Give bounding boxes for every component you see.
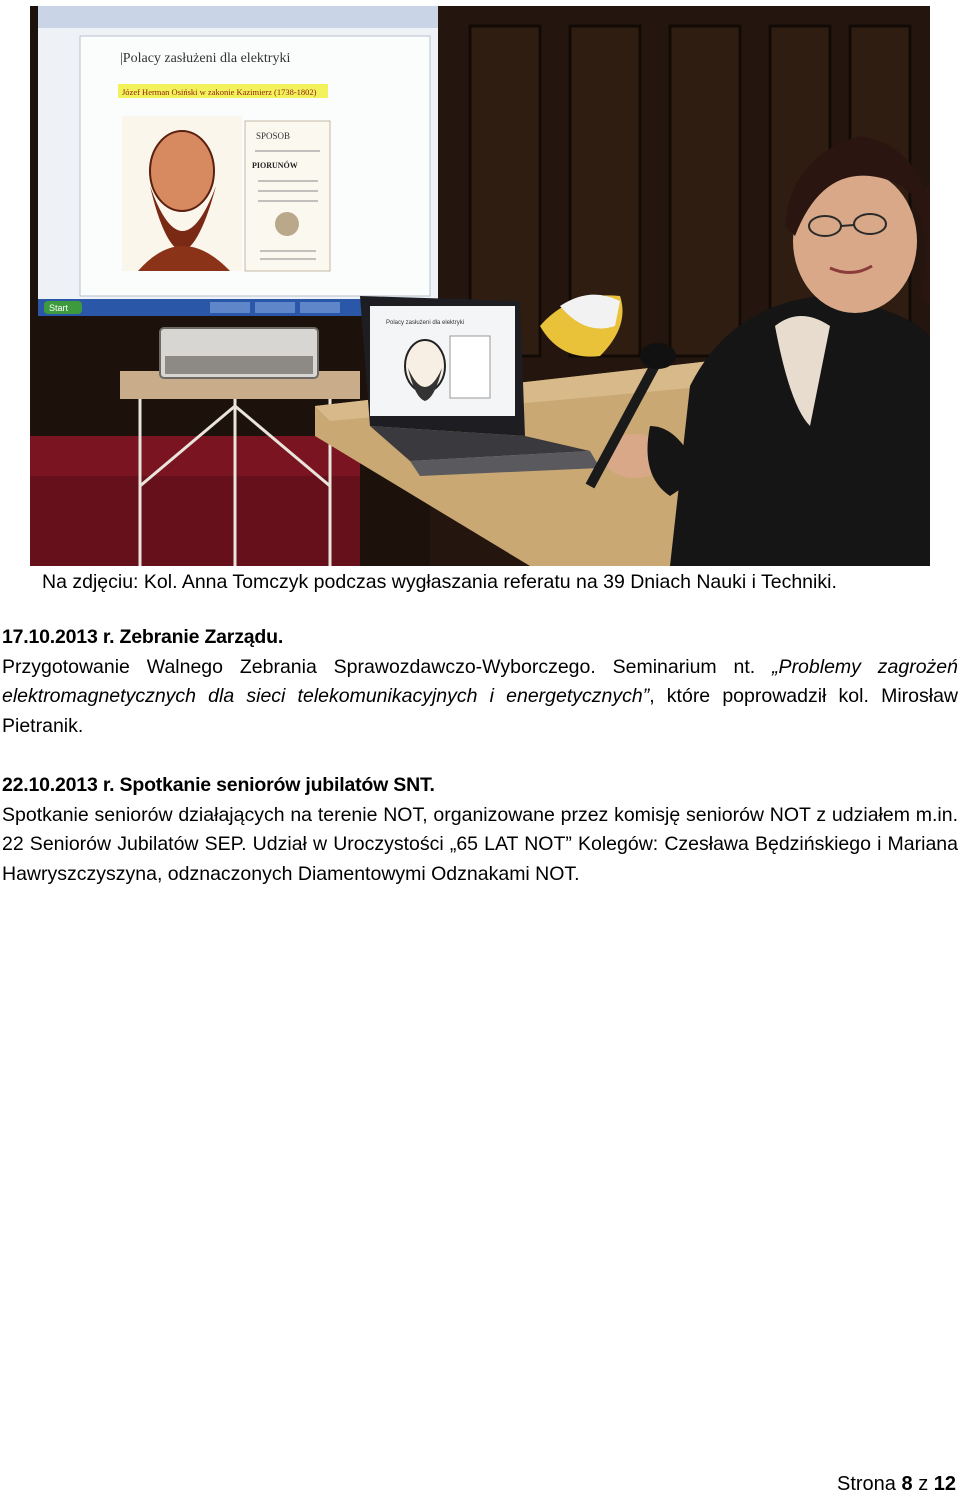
photo-caption: Na zdjęciu: Kol. Anna Tomczyk podczas wygłaszania referatu na 39 Dniach Nauki i Techniki. — [42, 571, 837, 593]
entry-seniors-meeting — [2, 771, 958, 889]
current-page: 8 — [901, 1473, 913, 1495]
page-number — [837, 1471, 956, 1497]
entry-text-before: Przygotowanie Walnego Zebrania Sprawozdawczo-Wyborczego. Seminarium nt. — [2, 655, 773, 678]
page-label: Strona — [837, 1473, 896, 1495]
entry-body: Spotkanie seniorów działających na terenie NOT, organizowane przez komisję seniorów NOT z udziałem m.in. 22 Seniorów Jubilatów SEP. Udział w Uroczystości „65 LAT NOT” Kolegów: Czesława Będzińskiego i Mariana Hawryszczyszyna, odznaczonych Diamentowymi Odznakami NOT. — [2, 803, 958, 885]
taskbar-start: Start — [49, 303, 69, 313]
total-pages: 12 — [933, 1473, 956, 1495]
book-title: SPOSOB — [256, 131, 291, 141]
entry-text-after: , które poprowadził kol. Mirosław Pietranik. — [2, 685, 958, 737]
entry-heading: 22.10.2013 r. Spotkanie seniorów jubilatów SNT. — [2, 774, 435, 796]
entry-body — [2, 653, 958, 742]
laptop-title: Polacy zasłużeni dla elektryki — [386, 320, 465, 326]
page-sep: z — [918, 1473, 929, 1495]
event-photo — [30, 6, 930, 566]
seminar-title: „Problemy zagrożeń elektromagnetycznych dla sieci telekomunikacyjnych i energetycznych” — [2, 655, 958, 707]
book-word: PIORUNÓW — [252, 161, 298, 170]
screen-title: |Polacy zasłużeni dla elektryki — [120, 51, 291, 66]
screen-highlight: Józef Herman Osiński w zakonie Kazimierz (1738-1802) — [122, 87, 317, 97]
entry-heading: 17.10.2013 r. Zebranie Zarządu. — [2, 626, 284, 648]
entry-board-meeting — [2, 623, 958, 741]
